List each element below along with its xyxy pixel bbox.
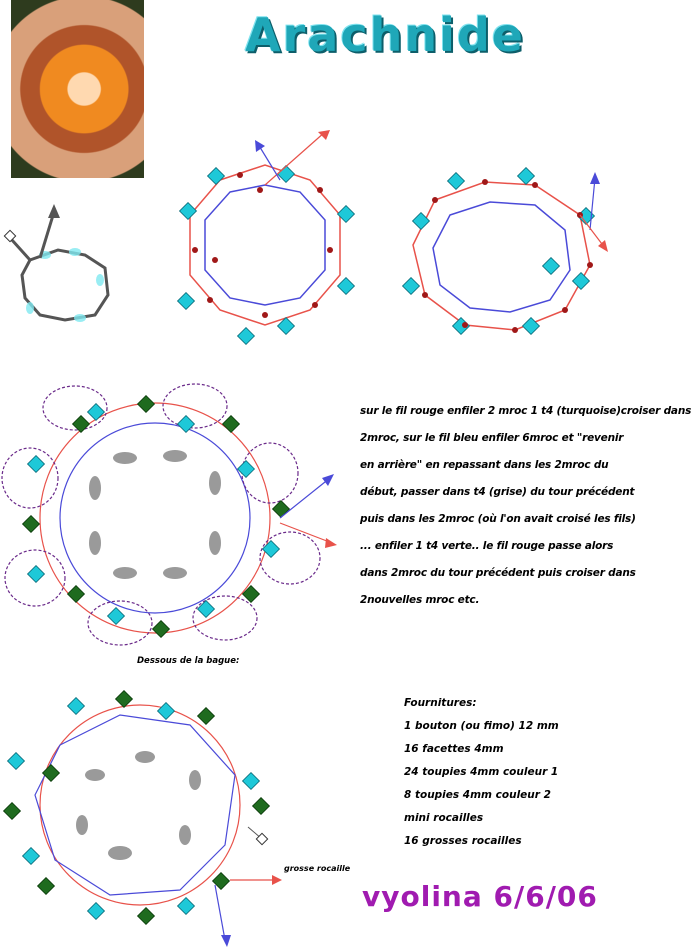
step2-diagram (170, 130, 370, 350)
diagram-caption: Dessous de la bague: (137, 656, 240, 666)
supply-item: 16 facettes 4mm (404, 743, 504, 755)
main-diagram (0, 378, 345, 653)
page-title: Arachnide (245, 8, 525, 62)
instruction-line: en arrière" en repassant dans les 2mroc du (360, 459, 609, 471)
instruction-line: ... enfiler 1 t4 verte.. le fil rouge passe alors (360, 540, 614, 552)
instruction-line: 2mroc, sur le fil bleu enfiler 6mroc et "revenir (360, 432, 624, 444)
supply-item: 8 toupies 4mm couleur 2 (404, 789, 551, 801)
instruction-line: dans 2mroc du tour précédent puis croiser dans (360, 567, 636, 579)
grosse-rocaille-label: grosse rocaille (284, 864, 351, 873)
ring-photo (11, 0, 144, 178)
supply-item: 16 grosses rocailles (404, 835, 522, 847)
instruction-line: sur le fil rouge enfiler 2 mroc 1 t4 (turquoise)croiser dans (360, 405, 691, 417)
signature: vyolina 6/6/06 (362, 880, 598, 913)
step3-diagram (395, 170, 610, 350)
instruction-line: 2nouvelles mroc etc. (360, 594, 480, 606)
step1-diagram (0, 200, 120, 330)
supply-item: mini rocailles (404, 812, 484, 824)
instruction-line: début, passer dans t4 (grise) du tour précédent (360, 486, 635, 498)
supply-item: 24 toupies 4mm couleur 1 (404, 766, 559, 778)
supply-item: 1 bouton (ou fimo) 12 mm (404, 720, 559, 732)
fournitures-title: Fournitures: (404, 697, 477, 709)
instruction-line: puis dans les 2mroc (où l'on avait croisé les fils) (360, 513, 636, 525)
bottom-diagram (0, 685, 290, 945)
